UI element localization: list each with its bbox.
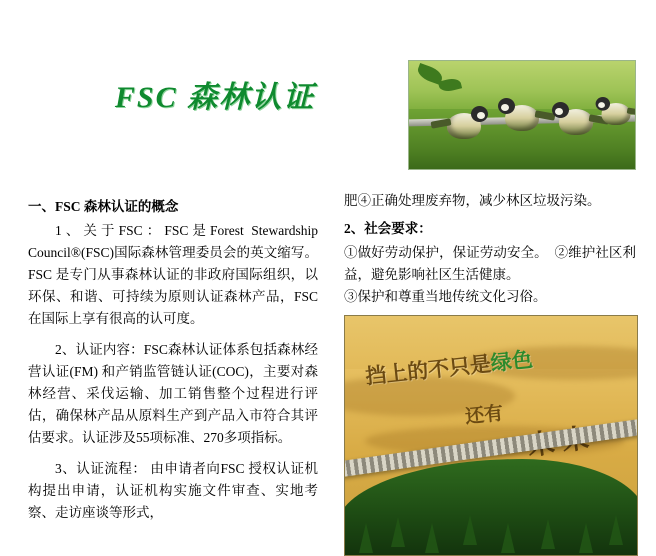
bird-cheek <box>477 112 485 119</box>
page-title: FSC 森林认证 <box>114 81 316 114</box>
right-text-column <box>344 190 636 308</box>
right-item-2: ③保护和尊重当地传统文化习俗。 <box>344 289 547 304</box>
desert-zipper-forest-photo <box>344 315 638 556</box>
bird-cheek <box>555 108 563 115</box>
right-item-1: ①做好劳动保护，保证劳动安全。 ②维护社区利益，避免影响社区生活健康。 <box>344 245 636 282</box>
tree-icon <box>541 519 555 549</box>
birds-on-branch-photo <box>408 60 636 170</box>
tree-icon <box>579 523 593 553</box>
bird-icon <box>505 105 539 131</box>
left-paragraph-3: 3、认证流程： 由申请者向FSC 授权认证机构提出申请，认证机构实施文件审查、实地考察、走访座谈等形式， <box>28 461 318 520</box>
bird-icon <box>602 103 631 125</box>
paragraph-gap <box>28 330 318 339</box>
bird-icon <box>447 113 481 139</box>
tree-icon <box>463 515 477 545</box>
overlay-text-part-1: 挡上的不只是 <box>364 352 493 389</box>
left-paragraph-1: 1、关于FSC：FSC是Forest Stewardship Council®(FSC)国际森林管理委员会的英文缩写。FSC 是专门从事森林认证的非政府国际组织，以环保、和谐、可持续为原则认证森林产品，FSC 在国际上享有很高的认可度。 <box>28 223 318 326</box>
tree-icon <box>391 517 405 547</box>
right-continued-text: 肥④正确处理废弃物，减少林区垃圾污染。 <box>344 193 601 208</box>
left-section-heading: 一、FSC 森林认证的概念 <box>28 199 179 214</box>
tree-icon <box>425 523 439 553</box>
paragraph-gap <box>28 449 318 458</box>
left-text-column <box>28 196 318 524</box>
tree-icon <box>609 515 623 545</box>
right-section-heading: 2、社会要求： <box>344 221 432 236</box>
left-paragraph-2: 2、认证内容：FSC森林认证体系包括森林经营认证(FM) 和产销监管链认证(COC)，主要对森林经营、采伐运输、加工销售整个过程进行评估，确保林产品从原料生产到产品入市符合其评估要求。认证涉及55项标准、270多项指标。 <box>28 342 318 445</box>
tree-icon <box>501 523 515 553</box>
overlay-text-line-2: 还有 <box>464 403 505 428</box>
overlay-text-part-2: 绿色 <box>489 348 534 376</box>
bird-cheek <box>598 102 605 108</box>
bird-icon <box>559 109 593 135</box>
tree-icon <box>359 523 373 553</box>
bird-cheek <box>501 104 509 111</box>
